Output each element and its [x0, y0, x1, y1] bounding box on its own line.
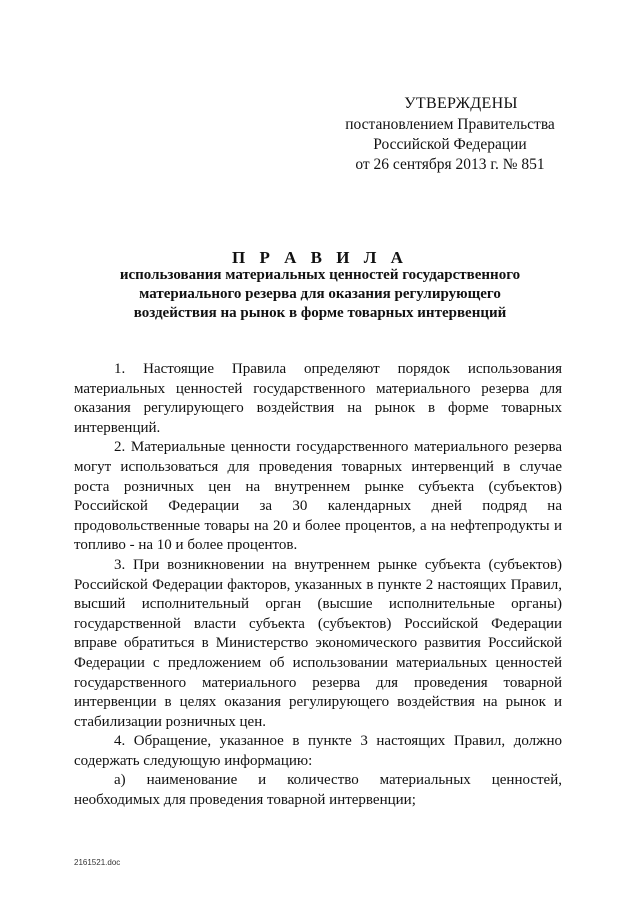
subtitle-line-2: материального резерва для оказания регулирующего	[139, 286, 501, 302]
document-subtitle	[90, 266, 550, 323]
approval-line-1: постановлением Правительства	[345, 116, 555, 133]
paragraph-4a: а) наименование и количество материальных ценностей, необходимых для проведения товарной интервенции;	[74, 772, 562, 809]
subtitle-line-3: воздействия на рынок в форме товарных интервенций	[133, 305, 507, 321]
paragraph-2: 2. Материальные ценности государственного материального резерва могут использоваться для проведения товарных интервенций в случае роста розничных цен на внутреннем рынке субъекта (субъектов) Российской Федерации за 30 календарных дней подряд на продовольственные товары на 20 и более процентов, а на нефтепродукты и топливо - на 10 и более процентов.	[74, 439, 562, 554]
paragraph-4: 4. Обращение, указанное в пункте 3 настоящих Правил, должно содержать следующую информацию:	[74, 733, 562, 769]
document-body	[74, 360, 562, 811]
subtitle-line-1: использования материальных ценностей государственного	[119, 267, 521, 283]
file-name-footer: 2161521.doc	[74, 858, 121, 867]
approval-line-3: от 26 сентября 2013 г. № 851	[355, 156, 545, 173]
paragraph-3: 3. При возникновении на внутреннем рынке субъекта (субъектов) Российской Федерации факторов, указанных в пункте 2 настоящих Правил, высший исполнительный орган (высшие исполнительные органы) государственной власти субъекта (субъектов) Российской Федерации вправе обратиться в Министерство экономического развития Российской Федерации с предложением об использовании материальных ценностей государственного материального резерва для проведения товарной интервенции в целях оказания регулирующего воздействия на рынок и стабилизации розничных цен.	[74, 556, 562, 730]
approval-block	[330, 94, 570, 175]
approval-line-2: Российской Федерации	[373, 136, 527, 153]
approval-heading: УТВЕРЖДЕНЫ	[404, 95, 518, 112]
document-title: П Р А В И Л А	[232, 248, 408, 267]
paragraph-1: 1. Настоящие Правила определяют порядок использования материальных ценностей государственного материального резерва для оказания регулирующего воздействия на рынок в форме товарных интервенций.	[74, 361, 562, 436]
